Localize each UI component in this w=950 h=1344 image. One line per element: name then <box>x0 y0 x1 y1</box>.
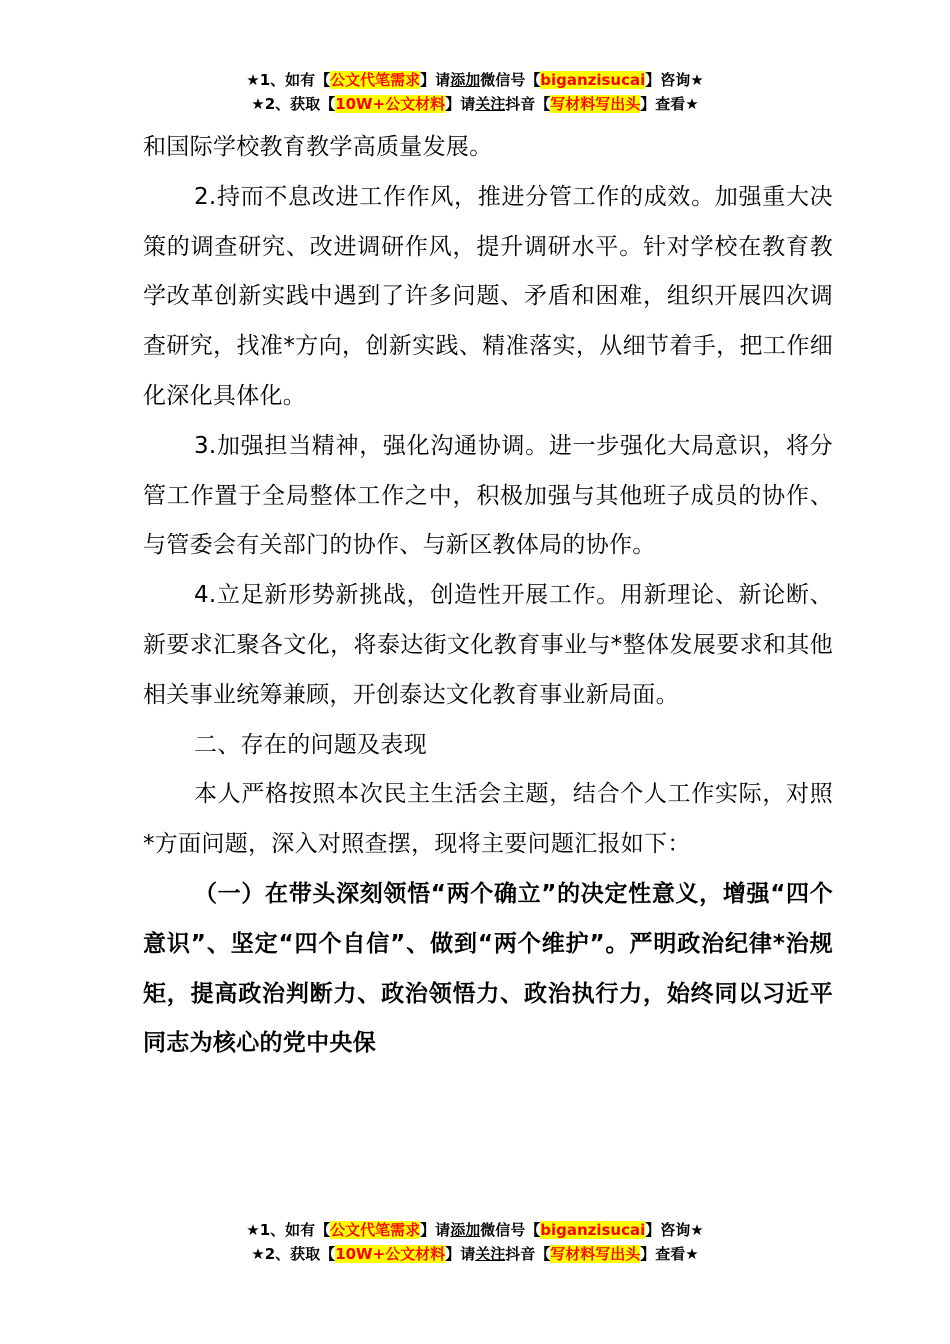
highlight-douyin: 写材料写出头 <box>550 1245 641 1263</box>
banner-line-1: ★1、如有【公文代笔需求】请添加微信号【biganzisucai】咨询★ <box>246 71 704 89</box>
paragraph-item-3: 3.加强担当精神，强化沟通协调。进一步强化大局意识，将分管工作置于全局整体工作之中，积极加强与其他班子成员的协作、与管委会有关部门的协作、与新区教体局的协作。 <box>143 432 833 559</box>
paragraph-continuation: 和国际学校教育教学高质量发展。 <box>143 134 493 160</box>
section-heading: 二、存在的问题及表现 <box>194 731 427 758</box>
highlight-service: 公文代笔需求 <box>330 1221 421 1239</box>
paragraph-item-4: 4.立足新形势新挑战，创造性开展工作。用新理论、新论断、新要求汇聚各文化，将泰达街文化教育事业与*整体发展要求和其他相关事业统筹兼顾，开创泰达文化教育事业新局面。 <box>143 582 833 708</box>
top-banner <box>0 68 950 116</box>
highlight-douyin: 写材料写出头 <box>550 95 641 113</box>
paragraph-item-2: 2.持而不息改进工作作风，推进分管工作的成效。加强重大决策的调查研究、改进调研作风，提升调研水平。针对学校在教育教学改革创新实践中遇到了许多问题、矛盾和困难，组织开展四次调查研究，找准*方向，创新实践、精准落实，从细节着手，把工作细化深化具体化。 <box>143 183 833 409</box>
highlight-materials: 10W+公文材料 <box>335 95 446 113</box>
highlight-wechat-id: biganzisucai <box>540 1221 646 1239</box>
banner-line-1: ★1、如有【公文代笔需求】请添加微信号【biganzisucai】咨询★ <box>246 1221 704 1239</box>
document-body <box>143 123 833 1069</box>
paragraph-intro: 本人严格按照本次民主生活会主题，结合个人工作实际，对照*方面问题，深入对照查摆，现将主要问题汇报如下： <box>143 781 833 858</box>
banner-line-2: ★2、获取【10W+公文材料】请关注抖音【写材料写出头】查看★ <box>251 1245 699 1263</box>
highlight-service: 公文代笔需求 <box>330 71 421 89</box>
subsection-heading: （一）在带头深刻领悟“两个确立”的决定性意义，增强“四个意识”、坚定“四个自信”、做到“两个维护”。严明政治纪律*治规矩，提高政治判断力、政治领悟力、政治执行力，始终同以习近平同志为核心的党中央保 <box>143 880 833 1057</box>
banner-line-2: ★2、获取【10W+公文材料】请关注抖音【写材料写出头】查看★ <box>251 95 699 113</box>
highlight-materials: 10W+公文材料 <box>335 1245 446 1263</box>
highlight-wechat-id: biganzisucai <box>540 71 646 89</box>
bottom-banner <box>0 1218 950 1266</box>
